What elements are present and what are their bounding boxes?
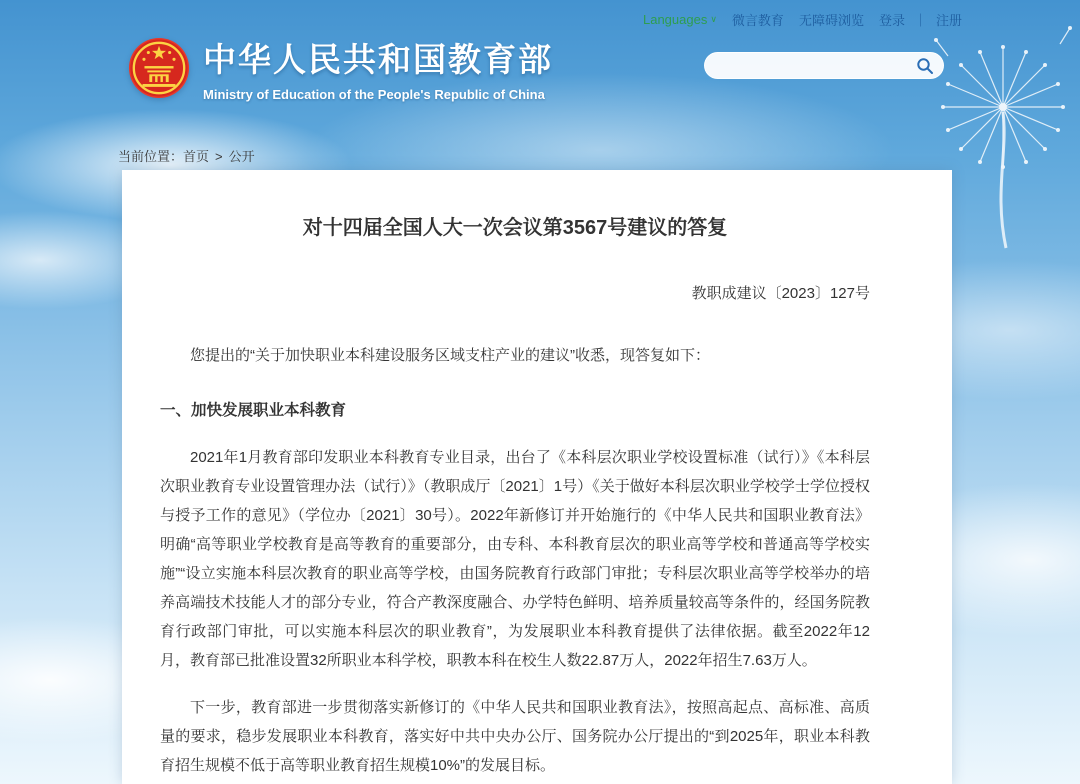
- article-body: [160, 341, 870, 780]
- intro-paragraph: 您提出的“关于加快职业本科建设服务区域支柱产业的建议”收悉，现答复如下：: [190, 347, 710, 364]
- breadcrumb-separator: >: [215, 149, 223, 164]
- breadcrumb-home[interactable]: 首页: [183, 149, 210, 164]
- search-bar[interactable]: [704, 52, 944, 79]
- brand-text: [203, 34, 553, 102]
- national-emblem-icon: [128, 37, 190, 99]
- article-title: 对十四届全国人大一次会议第3567号建议的答复: [302, 217, 728, 239]
- breadcrumb: [118, 146, 255, 165]
- login-register-divider: ｜: [913, 13, 927, 28]
- link-weiyan-jiaoyu[interactable]: 微言教育: [731, 13, 784, 28]
- top-nav: [643, 10, 962, 29]
- link-accessibility-browse[interactable]: 无障碍浏览: [798, 13, 864, 28]
- search-button[interactable]: [914, 55, 936, 77]
- site-logo[interactable]: [128, 34, 553, 102]
- site-title: 中华人民共和国教育部: [203, 41, 553, 78]
- languages-menu[interactable]: [643, 12, 717, 27]
- breadcrumb-label: 当前位置：: [118, 149, 184, 164]
- breadcrumb-current[interactable]: 公开: [228, 149, 255, 164]
- article-card: [122, 170, 952, 784]
- article-paragraph: 下一步，教育部进一步贯彻落实新修订的《中华人民共和国职业教育法》，按照高起点、高标准、高质量的要求，稳步发展职业本科教育，落实好中共中央办公厅、国务院办公厅提出的“到2025年，职业本科教育招生规模不低于高等职业教育招生规模10%”的发展目标。: [160, 699, 870, 774]
- site-subtitle: Ministry of Education of the People's Republic of China: [203, 87, 545, 102]
- article-paragraph: 2021年1月教育部印发职业本科教育专业目录，出台了《本科层次职业学校设置标准（试行）》《本科层次职业教育专业设置管理办法（试行）》（教职成厅〔2021〕1号）《关于做好本科层次职业学校学士学位授权与授予工作的意见》（学位办〔2021〕30号）。2022年新修订并开始施行的《中华人民共和国职业教育法》明确“高等职业学校教育是高等教育的重要部分，由专科、本科教育层次的职业高等学校和普通高等学校实施”“设立实施本科层次教育的职业高等学校，由国务院教育行政部门审批；专科层次职业高等学校举办的培养高端技术技能人才的部分专业，符合产教深度融合、办学特色鲜明、培养质量较高等条件的，经国务院教育行政部门审批，可以实施本科层次的职业教育”，为发展职业本科教育提供了法律依据。截至2022年12月，教育部已批准设置32所职业本科学校，职教本科在校生人数22.87万人，2022年招生7.63万人。: [160, 449, 870, 669]
- section-heading: 一、加快发展职业本科教育: [160, 402, 347, 419]
- doc-number: 教职成建议〔2023〕127号: [691, 285, 870, 302]
- search-icon: [916, 57, 934, 75]
- chevron-down-icon: ∨: [710, 14, 717, 24]
- register-link[interactable]: 注册: [935, 13, 962, 28]
- languages-label: Languages: [642, 12, 708, 27]
- search-input[interactable]: [718, 58, 914, 73]
- login-link[interactable]: 登录: [878, 13, 905, 28]
